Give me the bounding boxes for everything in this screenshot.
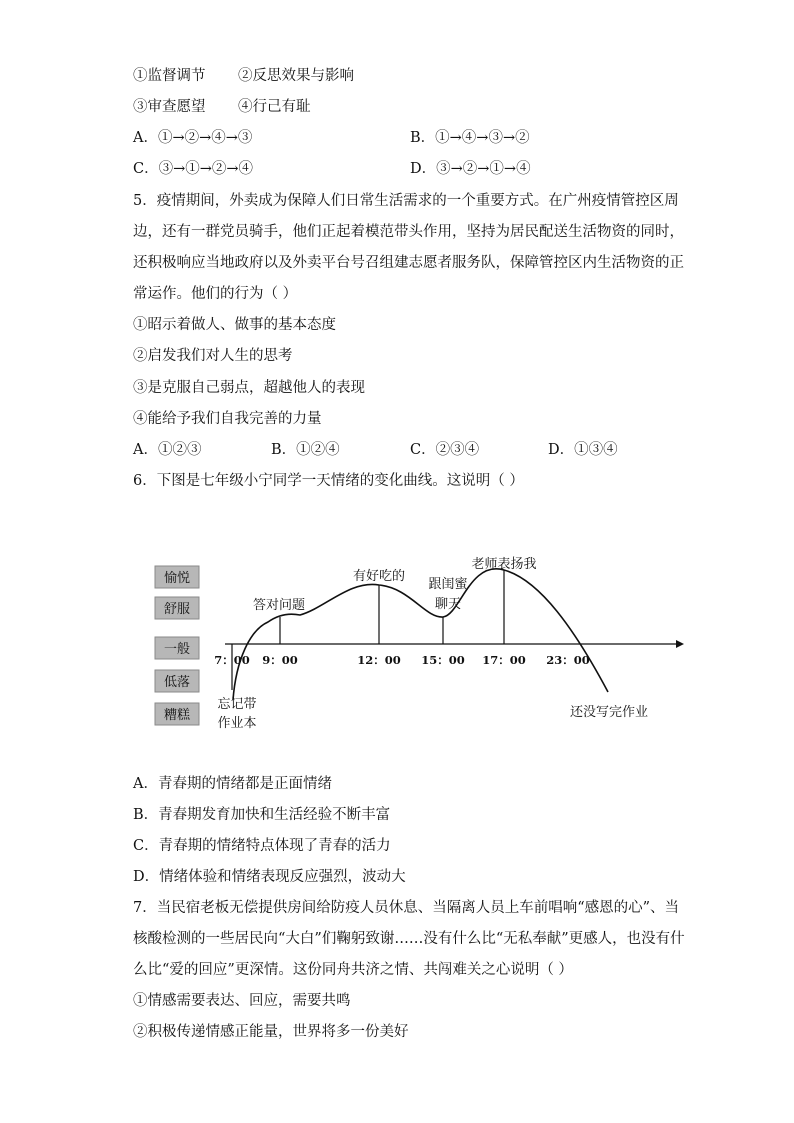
annotation-label: 聊天: [434, 597, 462, 612]
q5-item-2: ②启发我们对人生的思考: [133, 348, 293, 364]
level-label: 一般: [163, 642, 191, 657]
q7-stem-line-2: 核酸检测的一些居民向“大白”们鞠躬致谢……没有什么比“无私奉献”更感人，也没有什: [133, 931, 685, 947]
annotation-label: 忘记带: [217, 697, 257, 712]
q5-stem-line-1: 5．疫情期间，外卖成为保障人们日常生活需求的一个重要方式。在广州疫情管控区周: [133, 193, 679, 209]
annotation-label: 答对问题: [252, 598, 306, 613]
q7-item-2: ②积极传递情感正能量，世界将多一份美好: [133, 1024, 409, 1040]
q5-item-4: ④能给予我们自我完善的力量: [133, 411, 322, 427]
q6-option-b: B．青春期发育加快和生活经验不断丰富: [133, 807, 391, 823]
level-label: 舒服: [163, 602, 191, 617]
q5-option-c: C．②③④: [410, 442, 480, 458]
q5-item-3: ③是克服自己弱点，超越他人的表现: [133, 380, 365, 396]
q4-item-1: ①监督调节: [133, 68, 206, 84]
annotation-label: 跟闺蜜: [428, 577, 468, 592]
x-tick-label: 12：00: [357, 653, 401, 667]
q5-item-1: ①昭示着做人、做事的基本态度: [133, 317, 336, 333]
q5-stem-line-2: 边，还有一群党员骑手，他们正起着模范带头作用，坚持为居民配送生活物资的同时，: [133, 224, 684, 240]
emotion-curve: [233, 569, 608, 700]
q4-option-a: A．①→②→④→③: [133, 130, 253, 146]
annotation-label: 作业本: [217, 716, 257, 731]
annotation-label: 有好吃的: [352, 569, 406, 584]
level-label: 低落: [163, 675, 191, 690]
q5-option-a: A．①②③: [133, 442, 202, 458]
q5-option-d: D．①③④: [548, 442, 618, 458]
q5-stem-line-4: 常运作。他们的行为（ ）: [133, 286, 298, 302]
q4-option-c: C．③→①→②→④: [133, 161, 254, 177]
x-tick-label: 17：00: [482, 653, 526, 667]
q7-stem-line-3: 么比“爱的回应”更深情。这份同舟共济之情、共闯难关之心说明（ ）: [133, 962, 573, 978]
annotation-label: 老师表扬我: [471, 557, 537, 572]
level-box-3: [155, 670, 199, 692]
q4-item-4: ④行己有耻: [238, 99, 311, 115]
x-tick-label: 9：00: [262, 653, 298, 667]
q5-option-b: B．①②④: [271, 442, 340, 458]
level-box-0: [155, 566, 199, 588]
q4-option-b: B．①→④→③→②: [410, 130, 530, 146]
q6-option-d: D．情绪体验和情绪表现反应强烈，波动大: [133, 869, 406, 885]
annotation-label: 还没写完作业: [569, 705, 649, 720]
x-tick-label: 23：00: [546, 653, 590, 667]
level-label: 愉悦: [163, 571, 191, 586]
q6-option-c: C．青春期的情绪特点体现了青春的活力: [133, 838, 391, 854]
q7-item-1: ①情感需要表达、回应，需要共鸣: [133, 993, 351, 1009]
x-axis-arrow: [676, 640, 684, 648]
q7-stem-line-1: 7．当民宿老板无偿提供房间给防疫人员休息、当隔离人员上车前唱响“感恩的心”、当: [133, 900, 680, 916]
level-box-2: [155, 637, 199, 659]
q5-stem-line-3: 还积极响应当地政府以及外卖平台号召组建志愿者服务队，保障管控区内生活物资的正: [133, 255, 684, 271]
q4-option-d: D．③→②→①→④: [410, 161, 531, 177]
x-tick-label: 7：00: [214, 653, 250, 667]
x-tick-label: 15：00: [421, 653, 465, 667]
q6-option-a: A．青春期的情绪都是正面情绪: [133, 776, 332, 792]
q4-item-2: ②反思效果与影响: [238, 68, 354, 84]
q4-item-3: ③审查愿望: [133, 99, 206, 115]
level-box-1: [155, 597, 199, 619]
level-box-4: [155, 703, 199, 725]
level-label: 糟糕: [163, 708, 191, 723]
q6-stem: 6．下图是七年级小宁同学一天情绪的变化曲线。这说明（ ）: [133, 473, 524, 489]
